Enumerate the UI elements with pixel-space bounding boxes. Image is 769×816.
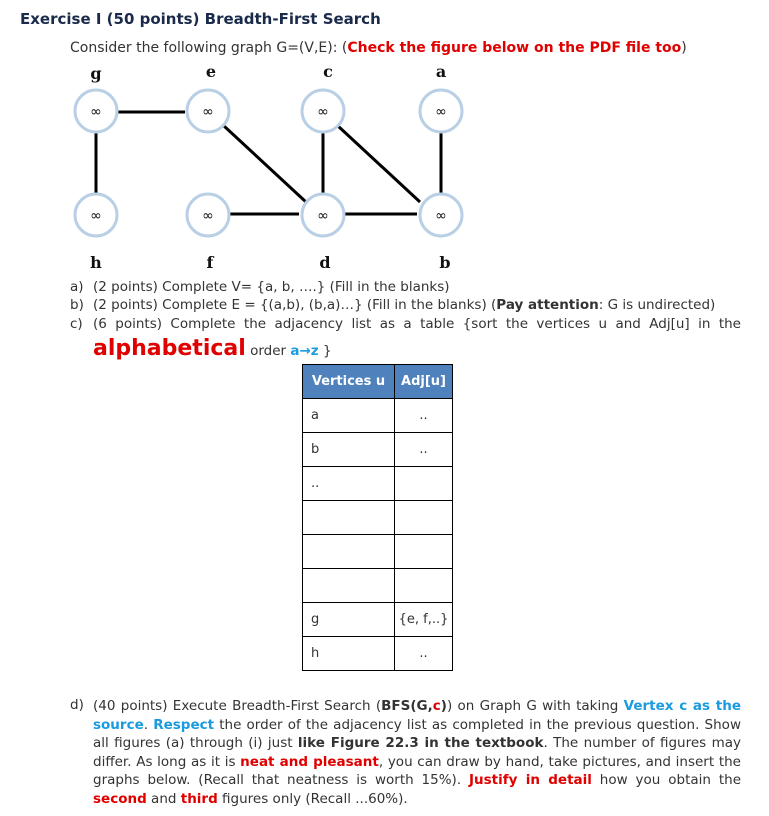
- table-row: [303, 603, 453, 637]
- edge-e-d: [224, 126, 306, 202]
- table-cell-vertex: [303, 569, 395, 603]
- node-b: [420, 194, 462, 236]
- qd-p3: .: [143, 716, 154, 733]
- qd-p5: . The number of figures may differ. As long as it is: [93, 735, 741, 770]
- header-vertices: Vertices u: [303, 365, 395, 399]
- question-b-main: (2 points) Complete E = {(a,b), (b,a)…} (Fill in the blanks) (: [93, 297, 497, 313]
- table-cell-vertex: a: [303, 399, 395, 433]
- table-cell-adj: {e, f,..}: [395, 603, 453, 637]
- table-cell-adj: [395, 467, 453, 501]
- qd-p7: how you obtain the: [591, 772, 741, 788]
- vertex-label-e: e: [205, 62, 217, 81]
- vertex-label-f: f: [206, 253, 214, 272]
- intro-text: [70, 40, 687, 56]
- edge-c-b: [338, 126, 420, 202]
- table-cell-vertex: h: [303, 637, 395, 671]
- qd-bfs-c: c: [432, 698, 441, 714]
- node-c: [302, 90, 344, 132]
- node-e: [187, 90, 229, 132]
- qd-bfs-end: ): [440, 698, 447, 714]
- question-b-end: : G is undirected): [598, 297, 716, 313]
- qd-justify: Justify in detail: [469, 772, 592, 788]
- table-cell-adj: [395, 501, 453, 535]
- question-c-label: c): [70, 316, 83, 332]
- vertex-label-b: b: [439, 253, 451, 272]
- table-cell-adj: [395, 535, 453, 569]
- node-d-value: ∞: [317, 208, 329, 224]
- table-cell-vertex: g: [303, 603, 395, 637]
- table-cell-adj: [395, 569, 453, 603]
- adjacency-table: [302, 364, 453, 671]
- vertex-label-d: d: [319, 253, 331, 272]
- table-cell-vertex: [303, 535, 395, 569]
- header-adj: Adj[u]: [395, 365, 453, 399]
- question-d-text: [93, 697, 741, 808]
- table-row: [303, 637, 453, 671]
- qd-p1: (40 points) Execute Breadth-First Search (: [93, 698, 382, 714]
- table-cell-vertex: b: [303, 433, 395, 467]
- vertex-label-h: h: [90, 253, 102, 272]
- node-d: [302, 194, 344, 236]
- exercise-title: Exercise I (50 points) Breadth-First Search: [20, 10, 381, 28]
- question-a-label: a): [70, 279, 84, 295]
- table-cell-vertex: [303, 501, 395, 535]
- close-brace: }: [318, 343, 332, 359]
- qd-neat: neat and pleasant: [240, 753, 379, 770]
- node-c-value: ∞: [317, 104, 329, 120]
- qd-bfs: BFS(G,: [381, 698, 433, 714]
- intro-emphasis: Check the figure below on the PDF file too: [347, 40, 682, 56]
- intro-prefix: Consider the following graph G=(V,E): (: [70, 40, 348, 56]
- question-b-text: [93, 297, 715, 313]
- node-f: [187, 194, 229, 236]
- qd-p8: and: [146, 790, 181, 807]
- qd-third: third: [180, 790, 218, 807]
- qd-vertex-c: Vertex c as the source: [93, 698, 742, 733]
- table-row: [303, 501, 453, 535]
- node-g-value: ∞: [90, 104, 102, 120]
- question-c-order-line: [93, 336, 332, 361]
- qd-like-fig: like Figure 22.3 in the textbook: [297, 735, 544, 751]
- node-e-value: ∞: [202, 104, 214, 120]
- qd-respect: Respect: [153, 716, 215, 733]
- question-a-text: (2 points) Complete V= {a, b, ….} (Fill in the blanks): [93, 279, 450, 295]
- node-h-value: ∞: [90, 208, 102, 224]
- vertex-label-a: a: [435, 62, 447, 81]
- table-cell-adj: ..: [395, 399, 453, 433]
- node-b-value: ∞: [435, 208, 447, 224]
- qd-p6: , you can draw by hand, take pictures, and insert the graphs below. (Recall that neatness is worth 15%).: [93, 753, 741, 788]
- question-d-label: d): [70, 697, 84, 713]
- a-to-z: a→z: [290, 343, 319, 359]
- vertex-label-g: g: [90, 64, 102, 83]
- qd-second: second: [93, 790, 147, 807]
- table-row: [303, 535, 453, 569]
- alphabetical-word: alphabetical: [93, 336, 246, 361]
- qd-p4: the order of the adjacency list as completed in the previous question. Show all figures (a) through (i) just: [93, 716, 741, 751]
- vertex-label-c: c: [323, 62, 333, 81]
- table-cell-adj: ..: [395, 637, 453, 671]
- node-g: [75, 90, 117, 132]
- node-a: [420, 90, 462, 132]
- pay-attention: Pay attention: [496, 297, 599, 313]
- table-header-row: [303, 365, 453, 399]
- table-cell-vertex: ..: [303, 467, 395, 501]
- node-a-value: ∞: [435, 104, 447, 120]
- qd-p9: figures only (Recall ...60%).: [217, 790, 408, 807]
- table-row: [303, 433, 453, 467]
- order-word: order: [245, 343, 291, 359]
- qd-p2: ) on Graph G with taking: [446, 698, 624, 714]
- table-cell-adj: ..: [395, 433, 453, 467]
- question-b-label: b): [70, 297, 84, 313]
- node-h: [75, 194, 117, 236]
- table-row: [303, 569, 453, 603]
- node-f-value: ∞: [202, 208, 214, 224]
- intro-suffix: ): [681, 40, 687, 56]
- table-row: [303, 399, 453, 433]
- graph-figure: [0, 60, 769, 280]
- table-row: [303, 467, 453, 501]
- question-c-text: (6 points) Complete the adjacency list as a table {sort the vertices u and Adj[u] in the: [93, 316, 741, 332]
